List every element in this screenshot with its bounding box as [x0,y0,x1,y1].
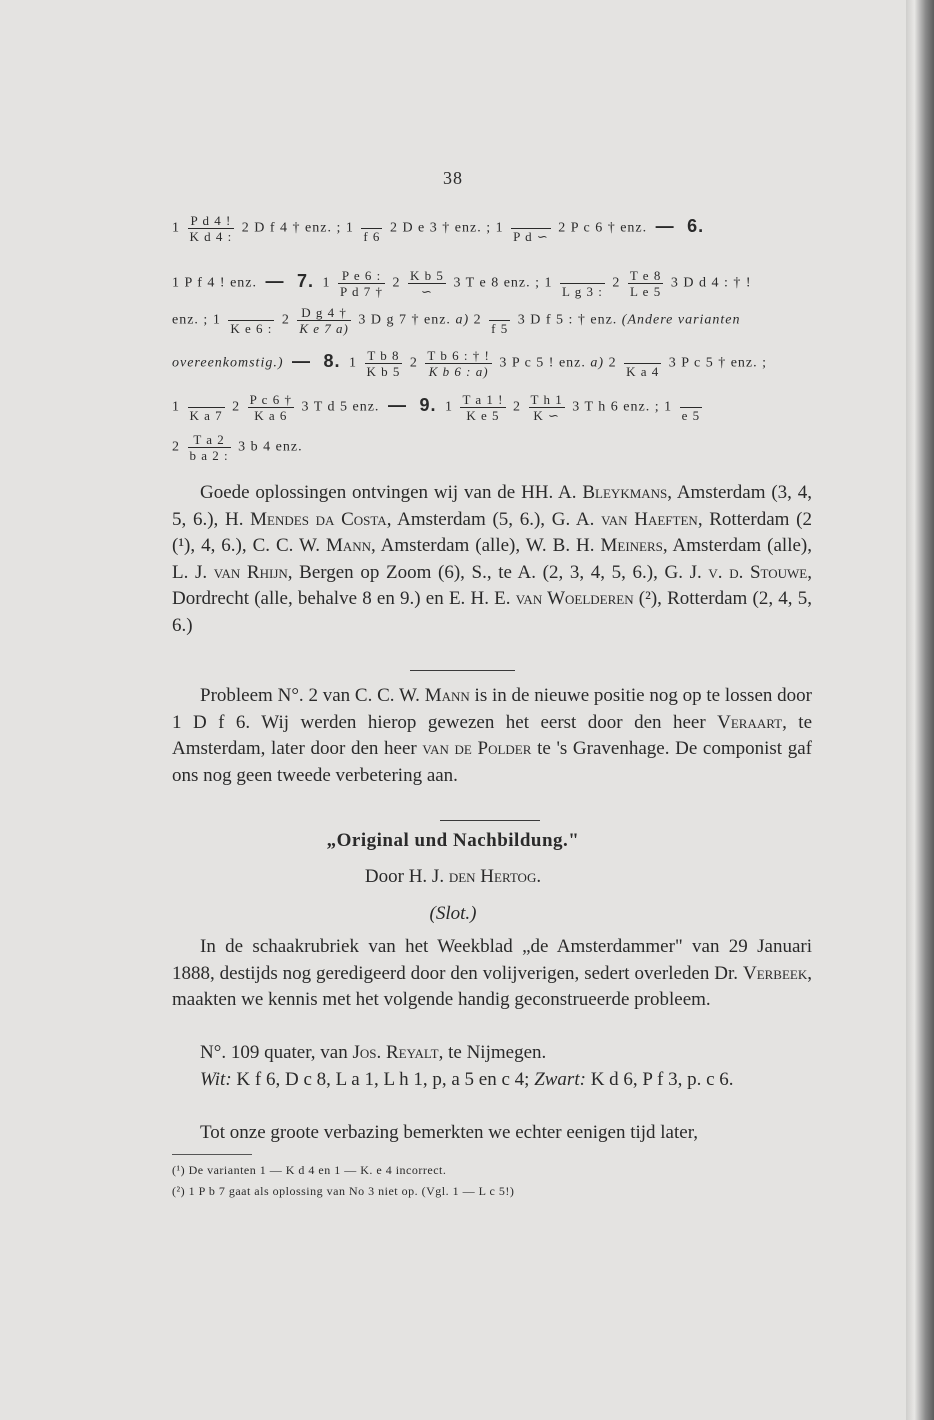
move-fraction: $\frac{\text{P d 4 !}}{\text{K d 4 :}}$ [189,213,233,244]
article-continuation: (Slot.) [429,903,477,924]
notation-text: 1 P f 4 ! enz. [172,275,258,291]
notation-text: 3 b 4 enz. [238,439,303,455]
problem-number: 7. [297,270,315,291]
dash: — [292,350,311,371]
notation-line-3 [172,305,822,336]
move-fraction: $\frac{\text{P c 6 †}}{\text{K a 6}}$ [249,392,292,423]
notation-text: 3 T e 8 enz. ; 1 [453,275,553,291]
dash: — [655,215,675,236]
problem-position: Wit: K f 6, D c 8, L a 1, L h 1, p, a 5 en c 4; Zwart: K d 6, P f 3, p. c 6. [200,1069,734,1090]
problem-number: 8. [323,350,341,371]
notation-text: 3 T h 6 enz. ; 1 [572,399,673,415]
move-fraction: $\frac{\text{T b 6 : † !}}{\text{K b 6 : a)}}$ [427,348,490,379]
notation-line-1 [172,213,822,244]
move-fraction: $\frac{\text{K b 5}}{∽}$ [410,268,444,299]
notation-remark: overeenkomstig.) [172,355,284,371]
variant-label: a) [590,355,605,371]
notation-text: enz. ; 1 [172,312,221,328]
article-title: „Original und Nachbildung." [326,830,580,851]
notation-text: 3 P c 5 † enz. ; [668,355,768,371]
move-fraction: $\frac{\text{T b 8}}{\text{K b 5}}$ [366,348,401,379]
footnote-1: (¹) De varianten 1 — K d 4 en 1 — K. e 4 incorrect. [172,1163,447,1177]
article-paragraph: Tot onze groote verbazing bemerkten we echter eenigen tijd later, [200,1122,699,1143]
notation-text: 2 D e 3 † enz. ; 1 [389,220,504,236]
notation-line-2 [172,268,822,299]
notation-text: 3 P c 5 ! enz. [499,355,586,371]
article-byline: Door H. J. den Hertog. [364,866,542,887]
problem-number: 9. [419,394,437,415]
notation-text: 2 [473,312,482,328]
notation-text: 1 [322,275,331,291]
section-divider [410,670,515,671]
notation-text: 2 [172,439,180,455]
notation-text: 1 [172,220,180,236]
notation-remark: (Andere varianten [621,312,741,328]
problem-source: N°. 109 quater, van Jos. Reyalt, te Nijmegen. [200,1042,547,1063]
move-fraction: e 5 [680,392,703,423]
section-divider [440,820,540,821]
move-fraction: $\frac{\text{P e 6 :}}{\text{P d 7 †}}$ [340,268,384,299]
move-fraction: L g 3 : [560,268,605,299]
notation-text: 2 [281,312,290,328]
variant-label: a) [455,312,470,328]
notation-text: 2 [232,399,241,415]
notation-text: 1 [172,399,180,415]
notation-text: 2 P c 6 † enz. [558,220,648,236]
notation-text: 1 [444,399,453,415]
move-fraction: P d ∽ [511,213,551,244]
notation-text: 3 D g 7 † enz. [358,312,451,328]
footnote-divider [172,1154,252,1155]
notation-text: 3 D f 5 : † enz. [517,312,618,328]
page-number: 38 [443,168,463,188]
notation-text: 2 [608,355,617,371]
notation-line-6 [172,432,822,463]
article-paragraph: In de schaakrubriek van het Weekblad „de Amsterdammer" van 29 Januari 1888, destijds nog geredigeerd door den volijverigen, sedert overleden Dr. Verbeek, maakten we kennis met het volgende handig geconstrueerde probleem. [172,936,812,1011]
notation-text: 3 D d 4 : † ! [670,275,752,291]
footnote-2: (²) 1 P b 7 gaat als oplossing van No 3 niet op. (Vgl. 1 — L c 5!) [172,1184,515,1198]
move-fraction: $\frac{\text{T a 1 !}}{\text{K e 5}}$ [462,392,504,423]
move-fraction: K a 7 [188,392,225,423]
move-fraction: $\frac{\text{T e 8}}{\text{L e 5}}$ [629,268,662,299]
notation-text: 2 [612,275,621,291]
notation-text: 2 D f 4 † enz. ; 1 [241,220,354,236]
problem-number: 6. [687,215,705,236]
notation-line-4 [172,348,822,379]
move-fraction: $\frac{\text{T a 2}}{\text{b a 2 :}}$ [189,432,229,463]
move-fraction: $\frac{\text{D g 4 †}}{\text{K e 7 a)}}$ [299,305,349,336]
move-fraction: K a 4 [624,348,661,379]
notation-text: 2 [409,355,418,371]
move-fraction: K e 6 : [228,305,274,336]
notation-line-5 [172,392,822,423]
dash: — [265,270,285,291]
move-fraction: $\frac{\text{T h 1}}{K ∽}$ [530,392,563,423]
solvers-paragraph: Goede oplossingen ontvingen wij van de HH. A. Bleykmans, Amsterdam (3, 4, 5, 6.), H. Mendes da Costa, Amsterdam (5, 6.), G. A. van Haeften, Rotterdam (2 (¹), 4, 6.), C. C. W. Mann, Amsterdam (alle), W. B. H. Meiners, Amsterdam (alle), L. J. van Rhijn, Bergen op Zoom (6), S., te A. (2, 3, 4, 5, 6.), G. J. v. d. Stouwe, Dordrecht (alle, behalve 8 en 9.) en E. H. E. van Woelderen (²), Rotterdam (2, 4, 5, 6.) [172,482,813,636]
notation-text: 2 [513,399,522,415]
move-fraction: f 5 [489,305,510,336]
page-edge [906,0,934,1420]
notation-text: 2 [392,275,401,291]
notation-text: 1 [349,355,358,371]
notation-text: 3 T d 5 enz. [301,399,380,415]
dash: — [387,394,407,415]
move-fraction: f 6 [361,213,382,244]
problem-note-paragraph: Probleem N°. 2 van C. C. W. Mann is in de nieuwe positie nog op te lossen door 1 D f 6. Wij werden hierop gewezen het eerst door den heer Veraart, te Amsterdam, later door den heer van de Polder te 's Gravenhage. De componist gaf ons nog geen tweede verbetering aan. [172,685,813,786]
